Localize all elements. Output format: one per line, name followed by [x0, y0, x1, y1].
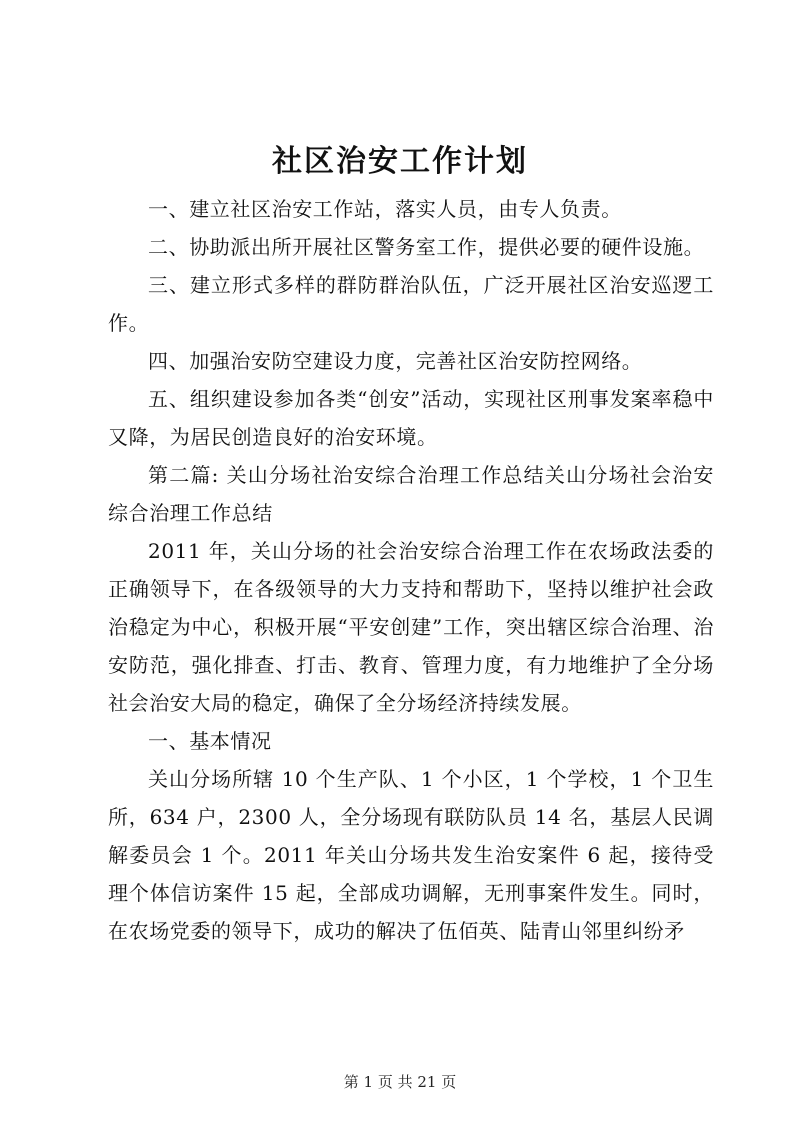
page-number-footer: 第 1 页 共 21 页 [343, 1073, 457, 1091]
document-body [108, 190, 714, 950]
paragraph: 二、协助派出所开展社区警务室工作，提供必要的硬件设施。 [148, 235, 705, 259]
paragraph: 三、建立形式多样的群防群治队伍，广泛开展社区治安巡逻工作。 [108, 273, 714, 335]
paragraph: 四、加强治安防空建设力度，完善社区治安防控网络。 [148, 349, 643, 373]
paragraph: 第二篇: 关山分场社治安综合治理工作总结关山分场社会治安综合治理工作总结 [108, 463, 714, 525]
paragraph: 2011 年，关山分场的社会治安综合治理工作在农场政法委的正确领导下，在各级领导的大力支持和帮助下，坚持以维护社会政治稳定为中心，积极开展“平安创建”工作，突出辖区综合治理、治安防范，强化排查、打击、教育、管理力度，有力地维护了全分场社会治安大局的稳定，确保了全分场经济持续发展。 [108, 539, 714, 715]
paragraph: 五、组织建设参加各类“创安”活动，实现社区刑事发案率稳中又降，为居民创造良好的治安环境。 [108, 387, 714, 449]
paragraph: 一、建立社区治安工作站，落实人员，由专人负责。 [148, 197, 622, 221]
paragraph: 关山分场所辖 10 个生产队、1 个小区，1 个学校，1 个卫生所，634 户，2300 人，全分场现有联防队员 14 名，基层人民调解委员会 1 个。2011 年关山分场共发生治安案件 6 起，接待受理个体信访案件 15 起，全部成功调解，无刑事案件发生。同时，在农场党委的领导下，成功的解决了伍佰英、陆青山邻里纠纷矛 [108, 767, 714, 943]
section-heading: 一、基本情况 [148, 729, 272, 753]
document-title: 社区治安工作计划 [272, 144, 528, 179]
